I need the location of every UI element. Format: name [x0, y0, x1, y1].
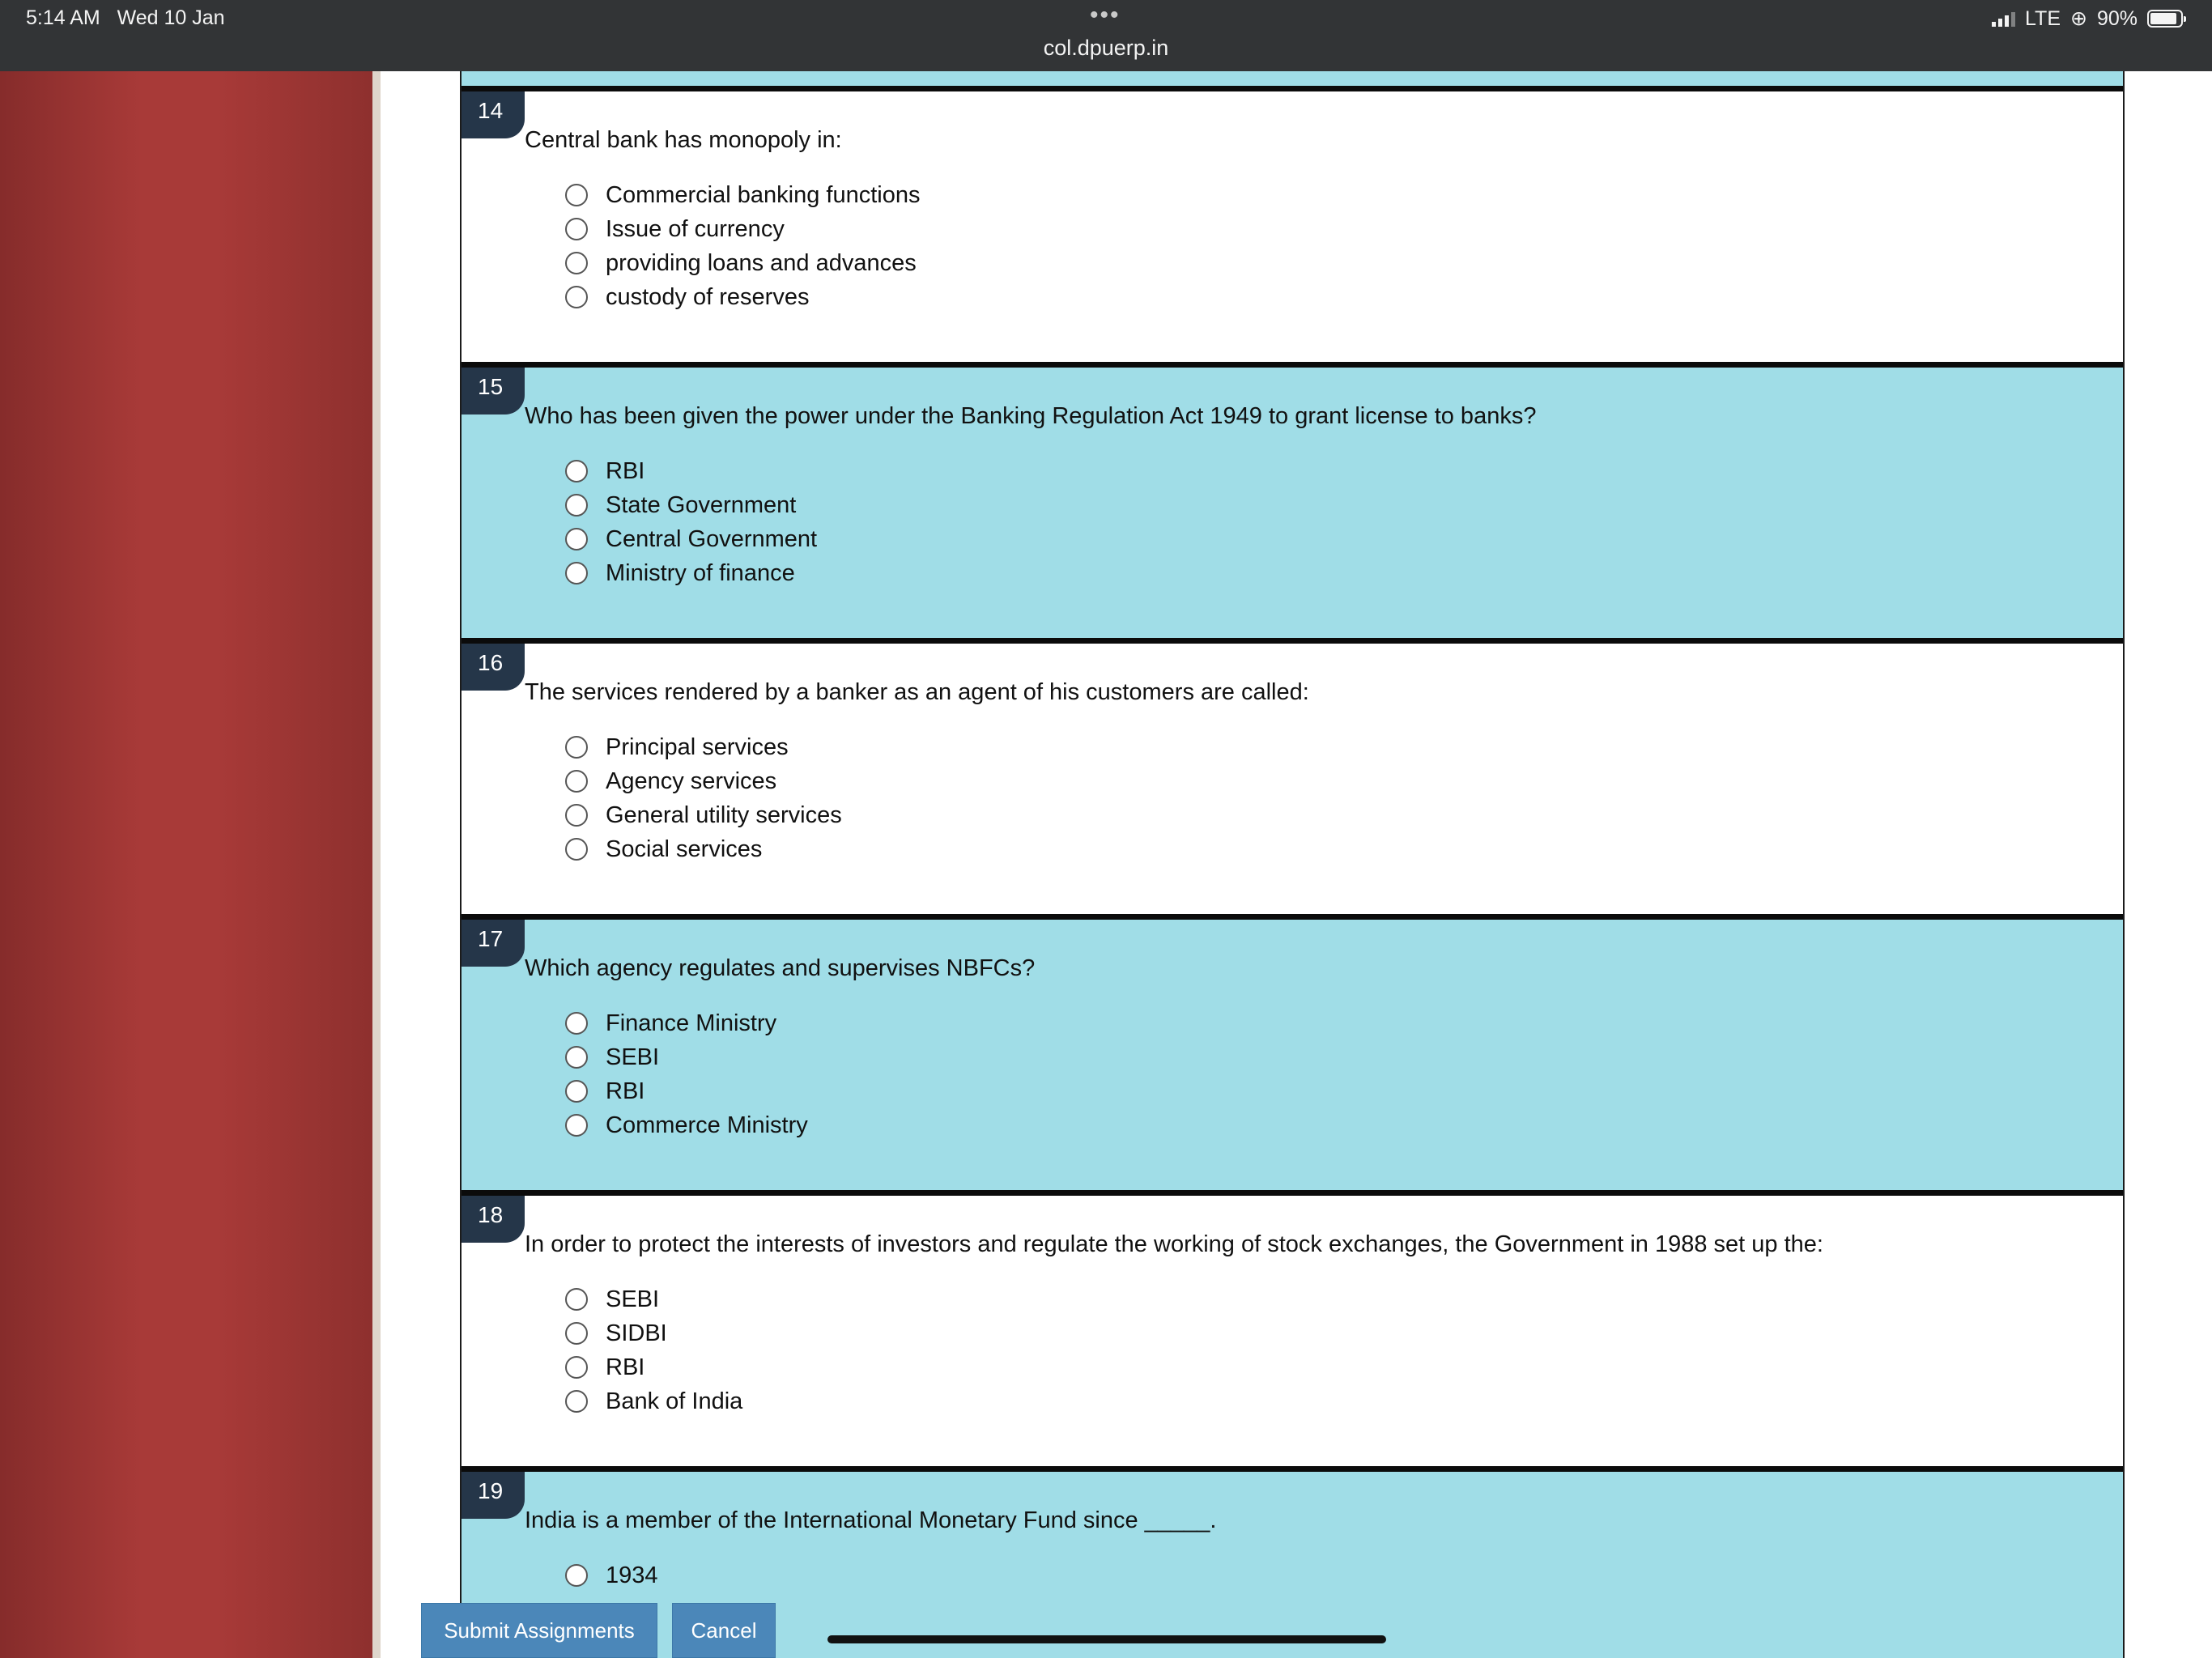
answer-options — [565, 1558, 658, 1592]
question-list — [460, 71, 2125, 1658]
answer-option[interactable] — [565, 1006, 808, 1040]
answer-option[interactable] — [565, 730, 842, 764]
answer-option[interactable] — [565, 280, 920, 314]
question-block — [462, 638, 2123, 914]
radio-button[interactable] — [565, 1012, 588, 1035]
answer-option[interactable] — [565, 1282, 742, 1316]
radio-button[interactable] — [565, 562, 588, 585]
answer-option-label[interactable]: SEBI — [606, 1286, 660, 1312]
answer-options — [565, 178, 920, 314]
answer-option-label[interactable]: Social services — [606, 835, 763, 862]
answer-option[interactable] — [565, 832, 842, 866]
address-url[interactable]: col.dpuerp.in — [1043, 36, 1169, 60]
answer-option-label[interactable]: RBI — [606, 457, 645, 484]
answer-option[interactable] — [565, 1108, 808, 1142]
question-block — [462, 1190, 2123, 1466]
cancel-button[interactable]: Cancel — [672, 1603, 776, 1658]
radio-button[interactable] — [565, 184, 588, 206]
status-indicators — [1992, 6, 2183, 31]
previous-question-strip — [462, 71, 2123, 86]
radio-button[interactable] — [565, 804, 588, 827]
answer-option-label[interactable]: SIDBI — [606, 1320, 667, 1346]
radio-button[interactable] — [565, 1288, 588, 1311]
answer-option-label[interactable]: 1934 — [606, 1562, 658, 1588]
answer-option-label[interactable]: RBI — [606, 1078, 645, 1104]
question-number-badge: 17 — [462, 920, 525, 967]
radio-button[interactable] — [565, 1390, 588, 1413]
network-label: LTE — [2025, 6, 2061, 30]
radio-button[interactable] — [565, 1046, 588, 1069]
answer-option-label[interactable]: Bank of India — [606, 1388, 743, 1414]
question-number-badge: 15 — [462, 368, 525, 414]
status-time-date — [26, 6, 225, 30]
answer-option-label[interactable]: Ministry of finance — [606, 559, 795, 586]
answer-option[interactable] — [565, 1074, 808, 1108]
battery-label: 90% — [2096, 6, 2138, 30]
answer-option-label[interactable]: SEBI — [606, 1044, 660, 1070]
question-text: Central bank has monopoly in: — [525, 127, 842, 153]
status-date: Wed 10 Jan — [117, 6, 225, 29]
question-number-badge: 16 — [462, 644, 525, 691]
answer-option[interactable] — [565, 212, 920, 246]
question-number-badge: 18 — [462, 1196, 525, 1243]
radio-button[interactable] — [565, 1322, 588, 1345]
question-number-badge: 14 — [462, 91, 525, 138]
answer-option-label[interactable]: custody of reserves — [606, 283, 810, 310]
answer-option[interactable] — [565, 1350, 742, 1384]
answer-option-label[interactable]: Agency services — [606, 767, 777, 794]
status-bar — [0, 0, 2212, 71]
answer-option[interactable] — [565, 1040, 808, 1074]
question-text: Who has been given the power under the Banking Regulation Act 1949 to grant license to banks? — [525, 403, 1537, 429]
answer-option-label[interactable]: Issue of currency — [606, 215, 785, 242]
question-text: India is a member of the International Monetary Fund since _____. — [525, 1507, 1217, 1533]
radio-button[interactable] — [565, 1564, 588, 1587]
question-block — [462, 86, 2123, 362]
answer-option-label[interactable]: Principal services — [606, 733, 789, 760]
submit-assignments-button[interactable]: Submit Assignments — [421, 1603, 657, 1658]
answer-option-label[interactable]: RBI — [606, 1354, 645, 1380]
radio-button[interactable] — [565, 494, 588, 517]
radio-button[interactable] — [565, 218, 588, 240]
radio-button[interactable] — [565, 1114, 588, 1137]
answer-option-label[interactable]: providing loans and advances — [606, 249, 917, 276]
answer-options — [565, 1282, 742, 1418]
cellular-signal-icon — [1992, 11, 2015, 27]
multitasking-dots-icon[interactable]: ••• — [1090, 2, 1121, 28]
radio-button[interactable] — [565, 528, 588, 551]
radio-button[interactable] — [565, 286, 588, 308]
answer-option-label[interactable]: Commercial banking functions — [606, 181, 921, 208]
answer-options — [565, 454, 817, 590]
battery-icon — [2147, 10, 2183, 28]
answer-option[interactable] — [565, 1558, 658, 1592]
answer-option[interactable] — [565, 178, 920, 212]
answer-option-label[interactable]: State Government — [606, 491, 797, 518]
answer-option-label[interactable]: Commerce Ministry — [606, 1112, 808, 1138]
answer-option[interactable] — [565, 246, 920, 280]
orientation-lock-icon: ⊕ — [2070, 7, 2087, 30]
radio-button[interactable] — [565, 770, 588, 793]
answer-option-label[interactable]: Finance Ministry — [606, 1010, 777, 1036]
question-text: The services rendered by a banker as an agent of his customers are called: — [525, 679, 1309, 705]
answer-option[interactable] — [565, 454, 817, 488]
radio-button[interactable] — [565, 460, 588, 483]
left-sidebar — [0, 71, 372, 1658]
answer-option-label[interactable]: Central Government — [606, 525, 818, 552]
radio-button[interactable] — [565, 736, 588, 759]
answer-option[interactable] — [565, 1384, 742, 1418]
answer-option[interactable] — [565, 764, 842, 798]
radio-button[interactable] — [565, 838, 588, 861]
question-text: In order to protect the interests of investors and regulate the working of stock exchanges, the Government in 1988 set up the: — [525, 1231, 1823, 1257]
answer-option[interactable] — [565, 1316, 742, 1350]
question-number-badge: 19 — [462, 1472, 525, 1519]
radio-button[interactable] — [565, 1356, 588, 1379]
radio-button[interactable] — [565, 1080, 588, 1103]
sidebar-divider — [372, 71, 381, 1658]
answer-options — [565, 730, 842, 866]
answer-option-label[interactable]: General utility services — [606, 801, 842, 828]
status-time: 5:14 AM — [26, 6, 100, 29]
question-text: Which agency regulates and supervises NBFCs? — [525, 955, 1036, 981]
question-block — [462, 362, 2123, 638]
answer-option[interactable] — [565, 488, 817, 522]
answer-option[interactable] — [565, 798, 842, 832]
radio-button[interactable] — [565, 252, 588, 274]
answer-option[interactable] — [565, 556, 817, 590]
home-indicator[interactable] — [827, 1635, 1386, 1643]
answer-option[interactable] — [565, 522, 817, 556]
question-block — [462, 914, 2123, 1190]
answer-options — [565, 1006, 808, 1142]
